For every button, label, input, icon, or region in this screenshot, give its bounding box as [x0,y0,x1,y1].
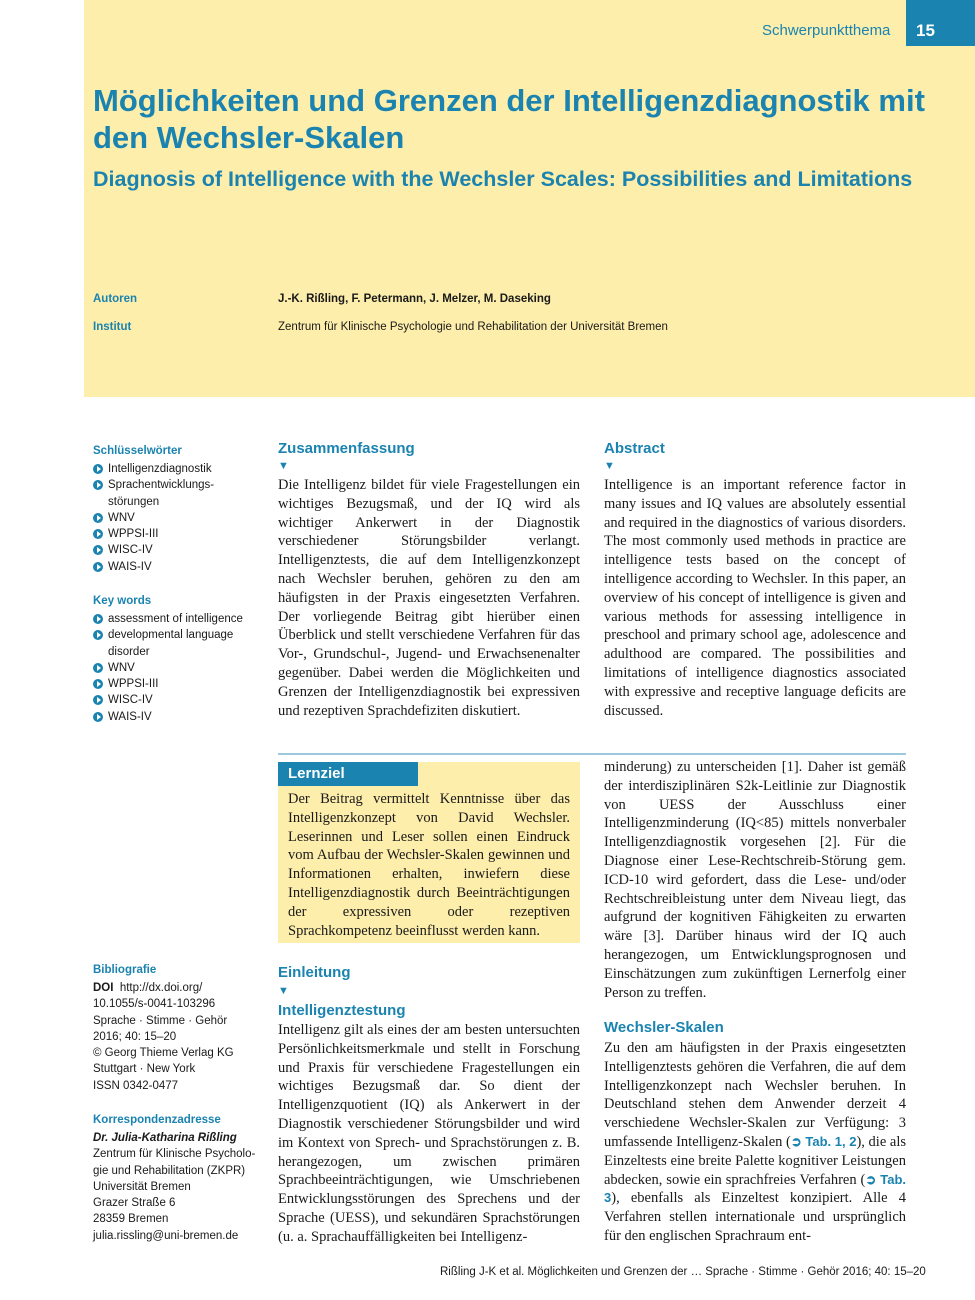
correspondence: Dr. Julia-Katharina Rißling Zentrum für Klinische Psycholo- gie und Rehabilitation (ZKPR) Universität Bremen Grazer Straße 6 28359 Bremen julia.rissling@uni-bremen.de [93,1130,268,1244]
keyword-item-continued: disorder [108,645,150,658]
keyword-item: WNV [93,510,263,526]
keyword-item: Sprachentwicklungs- [93,477,263,493]
arrow-bullet-icon [93,614,103,624]
keyword-item: WPPSI-III [93,676,263,692]
keyword-item: Intelligenzdiagnostik [93,461,263,477]
authors: J.-K. Rißling, F. Petermann, J. Melzer, M. Daseking [278,293,551,305]
correspondence-name: Dr. Julia-Katharina Rißling [93,1132,237,1144]
table-ref-link[interactable]: ➲ Tab. 3 [604,1171,906,1206]
arrow-bullet-icon [93,513,103,523]
bibliography-heading: Bibliografie [93,964,157,976]
summary-heading: Zusammenfassung [278,440,415,457]
learning-objective-text: Der Beitrag vermittelt Kenntnisse über das Intelligenzkonzept von David Wechsler. Leserinnen und Leser sollen einen Eindruck vom Aufbau der Wechsler-Skalen gewinnen und Informationen erhalten, inwiefern diese Intelligenzdiagnostik durch Beeinträchtigungen der expressiven oder rezeptiven Sprachkompetenz beeinflusst werden kann. [288,791,570,939]
authors-label: Autoren [93,293,138,305]
arrow-bullet-icon [93,562,103,572]
abstract-text: Intelligence is an important reference factor in many issues and IQ values are absolutely essential and required in the diagnostics of various disorders. The most commonly used methods in practice are intelligence tests based on the concept of intelligence according to Wechsler. In this paper, an overview of his concept of intelligence is given and various methods for assessing intelligence in preschool and primary school age, adolescence and adulthood are compared. The possibilities and limitations of intelligence diagnostics associated with expressive and receptive language deficits are discussed. [604,477,906,719]
institute: Zentrum für Klinische Psychologie und Rehabilitation der Universität Bremen [278,321,668,333]
summary-text: Die Intelligenz bildet für viele Fragestellungen ein wichtiges Bezugsmaß, und der IQ wird als wichtiger Ankerwert in der Diagnostik verschiedener Störungsbilder verlangt. Intelligenztests, die auf dem Intelligenzkonzept nach Wechsler beruhen, gehören zu den am häufigsten in der Praxis eingesetzten Verfahren. Der vorliegende Beitrag gibt hierüber einen Überblick und stellt verschiedene Verfahren für das Vor-, Grundschul-, Jugend- und Erwachsenenalter gegenüber. Dabei werden die Möglichkeiten und Grenzen der Intelligenzdiagnostik bei expressiven und rezeptiven Sprachdefiziten diskutiert. [278,477,580,719]
wechsler-scales-text: Zu den am häufigsten in der Praxis eingesetzten Intelligenztests gehören die Verfahren, die auf dem Intelligenzkonzept nach Wechsler beruhen. In Deutschland stehen dem Anwender derzeit 4 verschiedene Wechsler-Skalen zur Verfügung: 3 umfassende Intelligenz-Skalen (➲ Tab. 1, 2), die als Einzeltests eine breite Palette kognitiver Leistungen abdecken, sowie ein sprachfreies Verfahren (➲ Tab. 3), ebenfalls als Einzeltest konzipiert. Alle 4 Verfahren stellen internationale und ursprünglich für den englischen Sprachraum ent- [604,1040,906,1244]
keyword-item: WISC-IV [93,692,263,708]
keywords-en-heading: Key words [93,595,152,607]
title-german: Möglichkeiten und Grenzen der Intelligenzdiagnostik mit den Wechsler-Skalen [93,83,925,155]
wechsler-scales-heading: Wechsler-Skalen [604,1019,724,1036]
keyword-item: WAIS-IV [93,559,263,575]
learning-objective-heading: Lernziel [278,762,418,786]
introduction-text-continued: minderung) zu unterscheiden [1]. Daher ist gemäß der interdisziplinären S2k-Leitlinie zur Diagnostik von UESS der Ausschluss einer Intelligenzminderung (IQ<85) mittels nonverbaler Intelligenzdiagnostik vorgesehen [2]. Für die Diagnose einer Lese-Rechtschreib-Störung gem. ICD-10 wird gefordert, dass die Lese- und/oder Rechtschreibleistung unter dem Niveau liegt, das aufgrund der kognitiven Fähigkeiten zu erwarten wäre [3]. Darüber hinaus wird der IQ auch herangezogen, um Entwicklungsprognosen und Einschätzungen zum zukünftigen Lernerfolg einer Person zu treffen. [604,759,906,1001]
page-number: 15 [906,0,975,46]
page-footer: Rißling J-K et al. Möglichkeiten und Grenzen der … Sprache · Stimme · Gehör 2016; 40: 15–20 [440,1266,926,1278]
header-band [84,0,975,397]
keywords-en-list [93,611,263,725]
arrow-bullet-icon: ➲ [865,1171,877,1187]
keyword-item: assessment of intelligence [93,611,263,627]
keyword-item: developmental language [93,627,263,643]
arrow-bullet-icon [93,663,103,673]
keyword-item: WNV [93,660,263,676]
correspondence-heading: Korrespondenzadresse [93,1114,221,1126]
institute-label: Institut [93,321,132,333]
arrow-bullet-icon [93,679,103,689]
arrow-bullet-icon: ➲ [790,1133,802,1149]
arrow-bullet-icon [93,529,103,539]
triangle-down-icon: ▼ [278,460,289,472]
section-label: Schwerpunktthema [762,22,891,39]
section-divider [278,753,906,755]
doi-label: DOI [93,982,114,994]
arrow-bullet-icon [93,464,103,474]
arrow-bullet-icon [93,545,103,555]
title-english: Diagnosis of Intelligence with the Wechsler Scales: Possibilities and Limitations [93,167,913,191]
keyword-item: WAIS-IV [93,709,263,725]
keyword-item: WISC-IV [93,542,263,558]
email-link[interactable]: julia.rissling@uni-bremen.de [93,1229,239,1242]
introduction-text: Intelligenz gilt als eines der am besten untersuchten Persönlichkeitsmerkmale und stellt in Forschung und Praxis für verschiedene Fragestellungen ein wichtiges Bezugsmaß dar. So dient der Intelligenzquotient (IQ) als Ankerwert in der Diagnostik verschiedener Störungsbilder und wird im Kontext von Sprech- und Sprachstörungen z. B. herangezogen, um zwischen primären Sprachbeeinträchtigungen, wie Umschriebenen Entwicklungsstörungen des Sprechens und der Sprache (UESS), und sekundären Sprachstörungen (u. a. Sprachauffälligkeiten bei Intelligenz- [278,1022,580,1245]
arrow-bullet-icon [93,630,103,640]
keyword-item-continued: störungen [108,495,160,508]
keyword-item: WPPSI-III [93,526,263,542]
arrow-bullet-icon [93,712,103,722]
doi-link[interactable]: http://dx.doi.org/ [119,982,203,994]
arrow-bullet-icon [93,695,103,705]
introduction-heading: Einleitung [278,964,351,981]
intelligence-testing-heading: Intelligenztestung [278,1002,406,1019]
learning-objective-box [278,762,580,943]
abstract-heading: Abstract [604,440,665,457]
table-ref-link[interactable]: ➲ Tab. 1, 2 [790,1133,857,1149]
bibliography: DOI http://dx.doi.org/ 10.1055/s-0041-103296 Sprache · Stimme · Gehör 2016; 40: 15–20 © Georg Thieme Verlag KG Stuttgart · New York ISSN 0342-0477 [93,982,234,1092]
triangle-down-icon: ▼ [278,985,289,997]
keywords-de-list [93,461,263,575]
arrow-bullet-icon [93,480,103,490]
triangle-down-icon: ▼ [604,460,615,472]
keywords-de-heading: Schlüsselwörter [93,445,182,457]
